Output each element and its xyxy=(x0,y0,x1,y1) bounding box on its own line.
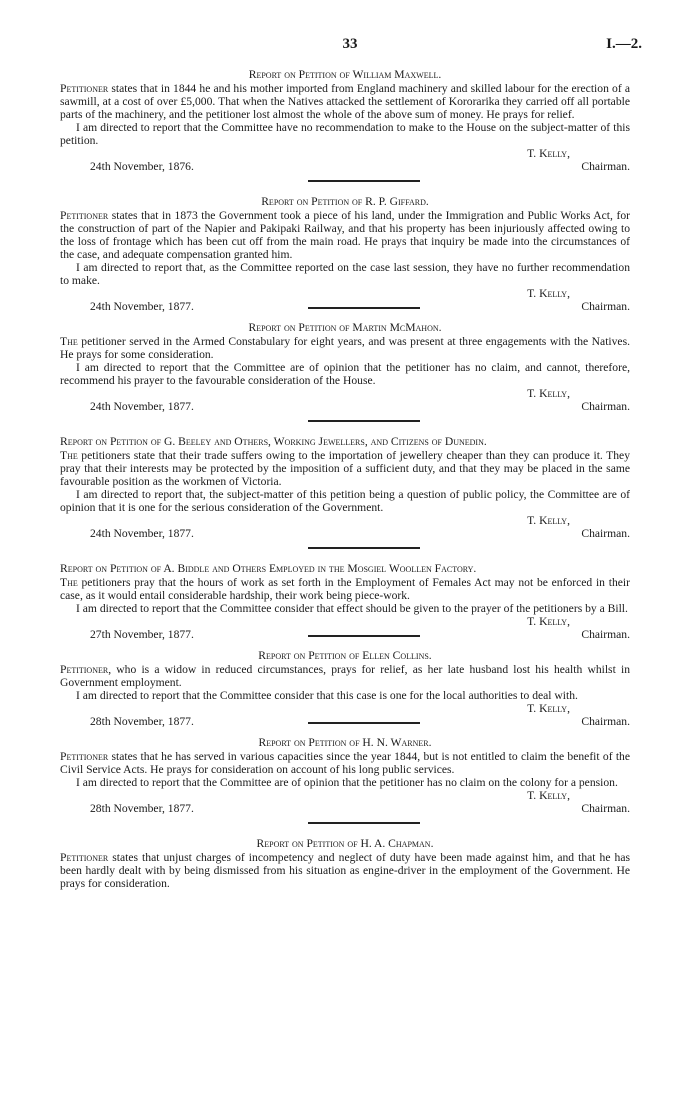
signer-name: T. Kelly, xyxy=(527,702,570,715)
section-divider xyxy=(60,815,630,829)
lead-word: Petitioner xyxy=(60,851,109,864)
petition-report-giffard xyxy=(60,195,630,313)
signer-role: Chairman. xyxy=(581,527,630,540)
report-paragraph: Petitioner states that unjust charges of incompetency and neglect of duty have been made against him, and that he has been hardly dealt with by being dismissed from his situation as engine-driver in the employment of the Government. He prays for consideration. xyxy=(60,851,630,890)
petition-report-maxwell xyxy=(60,68,630,173)
page-number: 33 xyxy=(342,36,358,52)
signer-role: Chairman. xyxy=(581,802,630,815)
report-paragraph: Petitioner states that he has served in various capacities since the year 1844, but is not entitled to claim the benefit of the Civil Service Acts. He prays for consideration on account of his long public services. xyxy=(60,750,630,776)
petition-report-biddle xyxy=(60,562,630,641)
signer-name: T. Kelly, xyxy=(527,789,570,802)
report-date: 28th November, 1877. xyxy=(90,715,194,728)
report-paragraph: The petitioners pray that the hours of work as set forth in the Employment of Females Act may not be enforced in their case, as it would entail considerable hardship, their work being piece-work. xyxy=(60,576,630,602)
report-paragraph: I am directed to report that the Committee consider that effect should be given to the prayer of the petitioners by a Bill. xyxy=(76,602,628,615)
lead-word: Petitioner xyxy=(60,209,109,222)
report-date: 28th November, 1877. xyxy=(90,802,194,815)
signer-role: Chairman. xyxy=(581,400,630,413)
report-date: 24th November, 1877. xyxy=(90,527,194,540)
report-title: Report on Petition of Ellen Collins. xyxy=(258,649,432,662)
petition-report-collins xyxy=(60,649,630,728)
signer-name: T. Kelly, xyxy=(527,387,570,400)
lead-word: Petitioner xyxy=(60,82,109,95)
signer-role: Chairman. xyxy=(581,160,630,173)
signature-block xyxy=(60,387,630,413)
signer-role: Chairman. xyxy=(581,628,630,641)
report-date: 24th November, 1876. xyxy=(90,160,194,173)
report-date: 27th November, 1877. xyxy=(90,628,194,641)
report-title: Report on Petition of R. P. Giffard. xyxy=(261,195,429,208)
petition-report-warner xyxy=(60,736,630,815)
signer-name: T. Kelly, xyxy=(527,514,570,527)
section-divider xyxy=(60,540,630,554)
report-paragraph: I am directed to report that the Committee have no recommendation to make to the House on the subject-matter of this petition. xyxy=(60,121,630,147)
signer-name: T. Kelly, xyxy=(527,147,570,160)
report-paragraph: Petitioner states that in 1844 he and his mother imported from England machinery and skilled labour for the erection of a sawmill, at a cost of over £5,000. That when the Natives attacked the settlement of Kororarika they carried off all portable parts of the machinery, and the petitioner lost almost the whole of the above sum of money. He prays for relief. xyxy=(60,82,630,121)
signature-block xyxy=(60,147,630,173)
report-paragraph: Petitioner states that in 1873 the Government took a piece of his land, under the Immigration and Public Works Act, for the construction of part of the Napier and Pakipaki Railway, and that his property has been injuriously affected owing to the loss of frontage which has been cut off from the main road. He prays that inquiry be made into the circumstances of the case, and adequate compensation granted him. xyxy=(60,209,630,261)
lead-word: The xyxy=(60,576,78,589)
signature-block xyxy=(60,287,630,313)
section-divider xyxy=(60,413,630,427)
lead-word: The xyxy=(60,449,78,462)
signer-role: Chairman. xyxy=(581,715,630,728)
signature-block xyxy=(60,702,630,728)
report-title: Report on Petition of H. N. Warner. xyxy=(258,736,432,749)
petition-report-chapman xyxy=(60,837,630,890)
paper-reference: I.—2. xyxy=(606,36,642,52)
report-title: Report on Petition of G. Beeley and Others, Working Jewellers, and Citizens of Dunedin. xyxy=(60,435,487,448)
report-paragraph: I am directed to report that the Committee are of opinion that the petitioner has no claim on the colony for a pension. xyxy=(76,776,618,789)
report-paragraph: Petitioner, who is a widow in reduced circumstances, prays for relief, as her late husband lost his health whilst in Government employment. xyxy=(60,663,630,689)
signature-block xyxy=(60,615,630,641)
report-title: Report on Petition of Martin McMahon. xyxy=(248,321,442,334)
report-title: Report on Petition of H. A. Chapman. xyxy=(256,837,434,850)
lead-word: Petitioner xyxy=(60,750,109,763)
report-paragraph: I am directed to report that the Committee consider that this case is one for the local authorities to deal with. xyxy=(76,689,578,702)
report-paragraph: I am directed to report that the Committee are of opinion that the petitioner has no claim, and cannot, therefore, recommend his prayer to the favourable consideration of the House. xyxy=(60,361,630,387)
lead-word: Petitioner xyxy=(60,663,109,676)
signature-block xyxy=(60,789,630,815)
report-paragraph: I am directed to report that, the subject-matter of this petition being a question of public policy, the Committee are of opinion that it is one for the serious consideration of the Government. xyxy=(60,488,630,514)
section-divider xyxy=(60,173,630,187)
signer-name: T. Kelly, xyxy=(527,287,570,300)
lead-word: The xyxy=(60,335,78,348)
petition-report-beeley xyxy=(60,435,630,540)
signer-role: Chairman. xyxy=(581,300,630,313)
report-paragraph: I am directed to report that, as the Committee reported on the case last session, they have no further recommendation to make. xyxy=(60,261,630,287)
report-title: Report on Petition of A. Biddle and Others Employed in the Mosgiel Woollen Factory. xyxy=(60,562,477,575)
petition-report-mcmahon xyxy=(60,321,630,413)
signature-block xyxy=(60,514,630,540)
report-title: Report on Petition of William Maxwell. xyxy=(248,68,442,81)
report-paragraph: The petitioner served in the Armed Constabulary for eight years, and was present at three engagements with the Natives. He prays for some consideration. xyxy=(60,335,630,361)
report-date: 24th November, 1877. xyxy=(90,400,194,413)
signer-name: T. Kelly, xyxy=(527,615,570,628)
report-paragraph: The petitioners state that their trade suffers owing to the importation of jewellery cheaper than they can produce it. They pray that their interests may be protected by the imposition of a sufficient duty, and that they may be placed in the same favourable position as the workmen of Victoria. xyxy=(60,449,630,488)
report-date: 24th November, 1877. xyxy=(90,300,194,313)
report-column xyxy=(60,68,630,890)
